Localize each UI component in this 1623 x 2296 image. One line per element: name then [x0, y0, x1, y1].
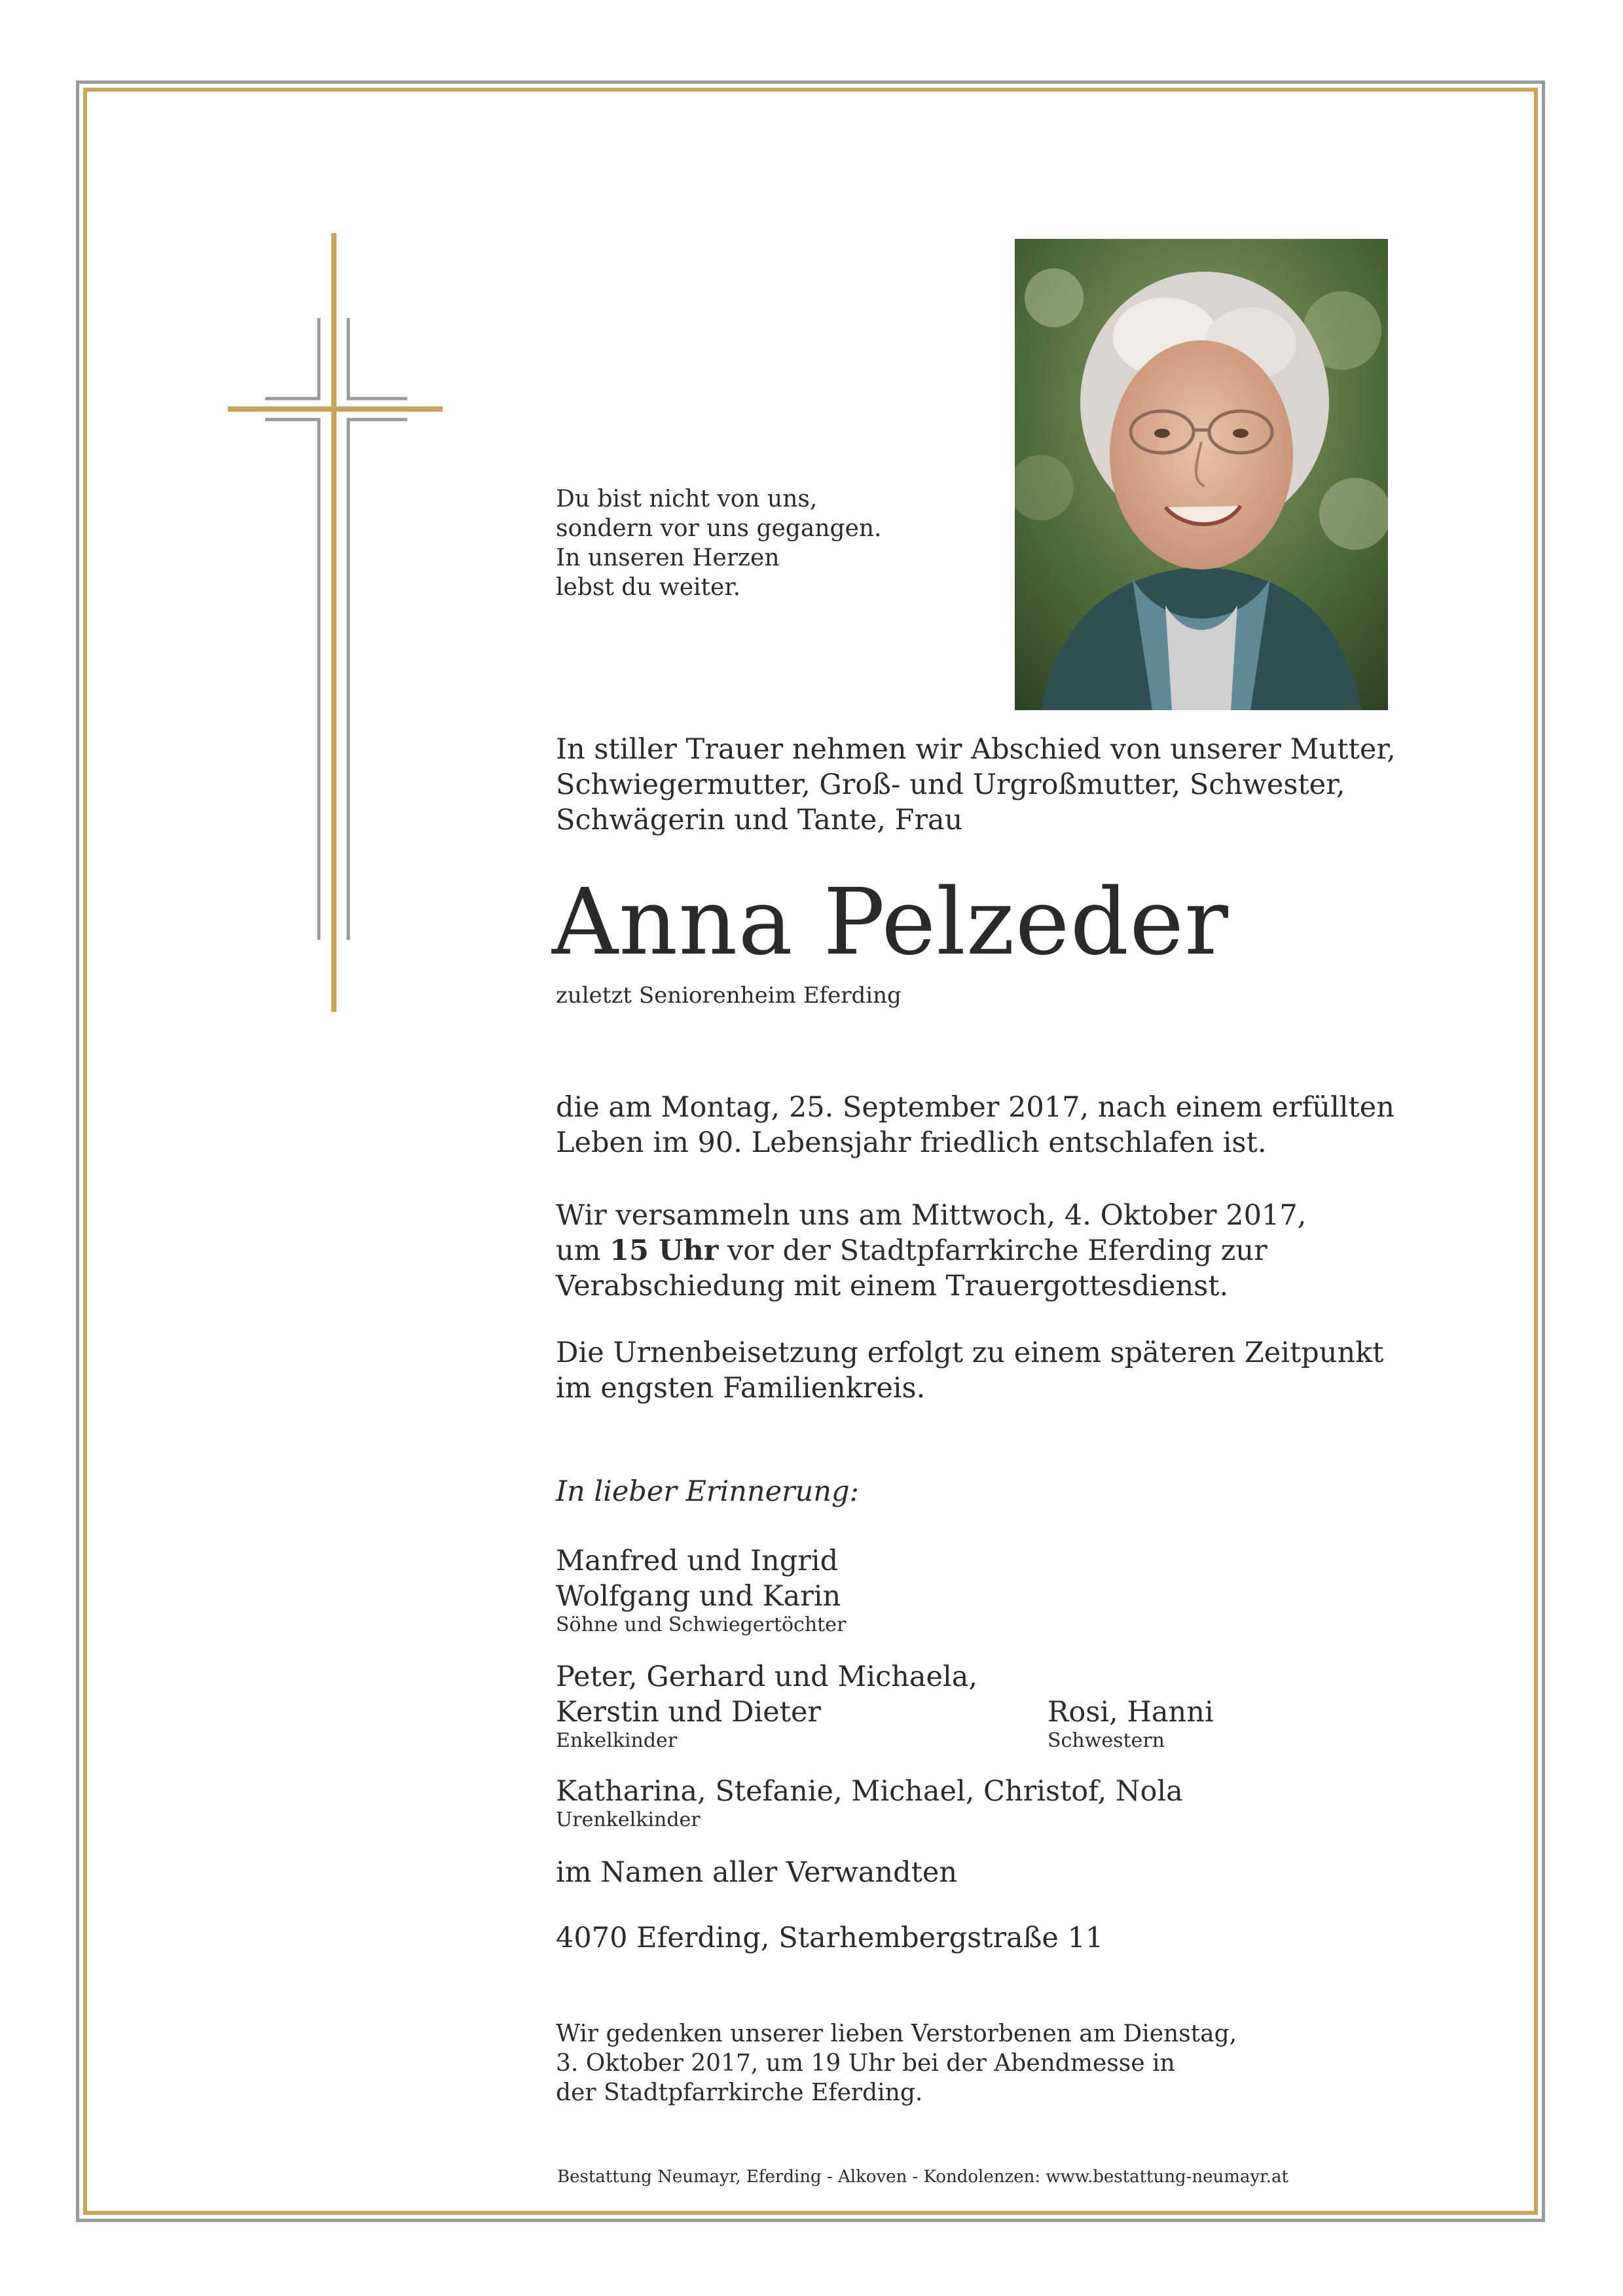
intro-line: Schwiegermutter, Groß- und Urgroßmutter, Schwester,	[556, 768, 1345, 801]
funeral-home-footer: Bestattung Neumayr, Eferding - Alkoven - Kondolenzen: www.bestattung-neumayr.at	[557, 2167, 1288, 2187]
funeral-line	[556, 1233, 1407, 1268]
mourners-great-grandchildren	[556, 1774, 1183, 1831]
memorial-line: der Stadtpfarrkirche Eferding.	[556, 2079, 923, 2106]
mourner-role: Enkelkinder	[556, 1729, 678, 1752]
deceased-residence: zuletzt Seniorenheim Eferding	[556, 982, 902, 1009]
relatives-line: im Namen aller Verwandten	[556, 1856, 958, 1889]
intro-text	[556, 732, 1407, 838]
funeral-time: 15 Uhr	[610, 1234, 719, 1267]
remembrance-heading: In lieber Erinnerung:	[556, 1475, 859, 1508]
death-notice-line: die am Montag, 25. September 2017, nach einem erfüllten	[556, 1091, 1395, 1124]
address-line: 4070 Eferding, Starhembergstraße 11	[556, 1922, 1104, 1954]
death-notice	[556, 1090, 1407, 1160]
funeral-line: Wir versammeln uns am Mittwoch, 4. Oktober 2017,	[556, 1199, 1307, 1232]
motto-line: sondern vor uns gegangen.	[556, 515, 882, 542]
funeral-line-post: vor der Stadtpfarrkirche Eferding zur	[718, 1234, 1267, 1267]
memorial-line: Wir gedenken unserer lieben Verstorbenen am Dienstag,	[556, 2020, 1237, 2047]
mourners-sons	[556, 1543, 846, 1636]
burial-line: im engsten Familienkreis.	[556, 1372, 926, 1405]
mourner-role: Urenkelkinder	[556, 1808, 701, 1831]
burial-line: Die Urnenbeisetzung erfolgt zu einem späteren Zeitpunkt	[556, 1336, 1384, 1369]
portrait-illustration	[1015, 239, 1388, 710]
deceased-name: Anna Pelzeder	[552, 869, 1229, 976]
funeral-notice	[556, 1198, 1407, 1304]
cross-icon	[223, 233, 445, 1012]
motto-line: lebst du weiter.	[556, 574, 741, 601]
mourner-names: Wolfgang und Karin	[556, 1580, 841, 1613]
motto-line: Du bist nicht von uns,	[556, 486, 818, 512]
memorial-mass-notice	[556, 2019, 1407, 2108]
burial-notice	[556, 1335, 1407, 1406]
intro-line: In stiller Trauer nehmen wir Abschied von unserer Mutter,	[556, 733, 1396, 766]
motto-line: In unseren Herzen	[556, 545, 780, 571]
intro-line: Schwägerin und Tante, Frau	[556, 804, 963, 836]
mourner-names: Katharina, Stefanie, Michael, Christof, Nola	[556, 1775, 1183, 1808]
mourner-role: Söhne und Schwiegertöchter	[556, 1613, 847, 1636]
mourners-relatives	[556, 1855, 957, 1890]
motto-verse	[556, 484, 975, 602]
mourner-names: Manfred und Ingrid	[556, 1545, 839, 1577]
mourners-grandchildren	[556, 1659, 977, 1752]
mourner-names: Kerstin und Dieter	[556, 1696, 821, 1729]
family-address	[556, 1920, 1103, 1956]
portrait-photo	[1015, 239, 1388, 710]
death-notice-line: Leben im 90. Lebensjahr friedlich entschlafen ist.	[556, 1126, 1267, 1159]
mourners-sisters	[1048, 1695, 1214, 1752]
funeral-line: Verabschiedung mit einem Trauergottesdienst.	[556, 1270, 1229, 1302]
mourner-names: Peter, Gerhard und Michaela,	[556, 1660, 978, 1693]
mourner-names: Rosi, Hanni	[1048, 1696, 1214, 1729]
funeral-line-pre: um	[556, 1234, 610, 1267]
mourner-role: Schwestern	[1048, 1729, 1165, 1752]
memorial-line: 3. Oktober 2017, um 19 Uhr bei der Abendmesse in	[556, 2050, 1175, 2077]
